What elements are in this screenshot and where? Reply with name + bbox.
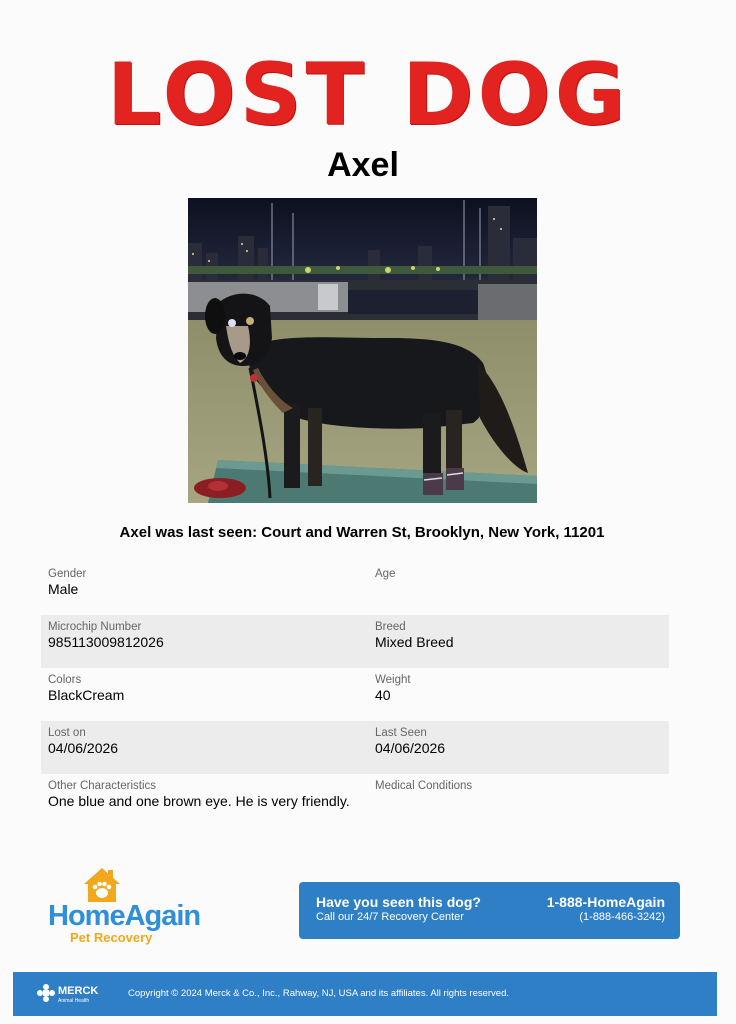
recovery-center-banner[interactable]	[299, 882, 680, 939]
dog-name: Axel	[327, 146, 399, 184]
lost-on-cell	[41, 721, 368, 774]
weight-label: Weight	[375, 674, 411, 686]
lost-on-label: Lost on	[48, 727, 86, 739]
lost-on-value: 04/06/2026	[48, 740, 119, 756]
merck-subtitle: Animal Health	[58, 998, 90, 1004]
homeagain-logo	[48, 866, 218, 948]
breed-label: Breed	[375, 621, 406, 633]
other-characteristics-value: One blue and one brown eye. He is very friendly.	[48, 793, 350, 809]
other-characteristics-cell	[41, 774, 368, 827]
weight-cell	[368, 668, 669, 721]
last-seen-label: Last Seen	[375, 727, 427, 739]
other-characteristics-label: Other Characteristics	[48, 780, 157, 792]
last-seen-cell	[368, 721, 669, 774]
cta-question: Have you seen this dog?	[316, 894, 481, 910]
merck-logo-icon	[37, 984, 55, 1007]
details-row	[41, 721, 669, 774]
gender-cell	[41, 562, 368, 615]
medical-conditions-cell	[368, 774, 669, 827]
details-row	[41, 668, 669, 721]
dog-photo	[188, 198, 537, 503]
cta-call-text: Call our 24/7 Recovery Center	[316, 911, 464, 923]
medical-conditions-label: Medical Conditions	[375, 780, 473, 792]
logo-wordmark: HomeAgain	[48, 900, 201, 932]
details-row	[41, 774, 669, 827]
breed-cell	[368, 615, 669, 668]
colors-cell	[41, 668, 368, 721]
last-seen-value: 04/06/2026	[375, 740, 446, 756]
cta-phone-number[interactable]: (1-888-466-3242)	[579, 911, 665, 923]
copyright-text: Copyright © 2024 Merck & Co., Inc., Rahway, NJ, USA and its affiliates. All rights reserved.	[128, 988, 510, 999]
age-label: Age	[375, 568, 396, 580]
footer-bar	[13, 972, 717, 1016]
details-row	[41, 562, 669, 615]
colors-value: BlackCream	[48, 687, 125, 703]
colors-label: Colors	[48, 674, 82, 686]
last-seen-location: Axel was last seen: Court and Warren St, Brooklyn, New York, 11201	[119, 524, 605, 541]
cta-phone-vanity[interactable]: 1-888-HomeAgain	[546, 894, 665, 910]
breed-value: Mixed Breed	[375, 634, 454, 650]
gender-label: Gender	[48, 568, 87, 580]
microchip-cell	[41, 615, 368, 668]
merck-name: MERCK	[58, 985, 99, 997]
microchip-label: Microchip Number	[48, 621, 142, 633]
weight-value: 40	[375, 687, 391, 703]
age-cell	[368, 562, 669, 615]
details-table	[41, 562, 669, 827]
logo-subtitle: Pet Recovery	[70, 930, 153, 945]
details-row	[41, 615, 669, 668]
microchip-value: 985113009812026	[48, 634, 164, 650]
gender-value: Male	[48, 581, 79, 597]
poster-title: LOST DOG	[106, 45, 630, 145]
